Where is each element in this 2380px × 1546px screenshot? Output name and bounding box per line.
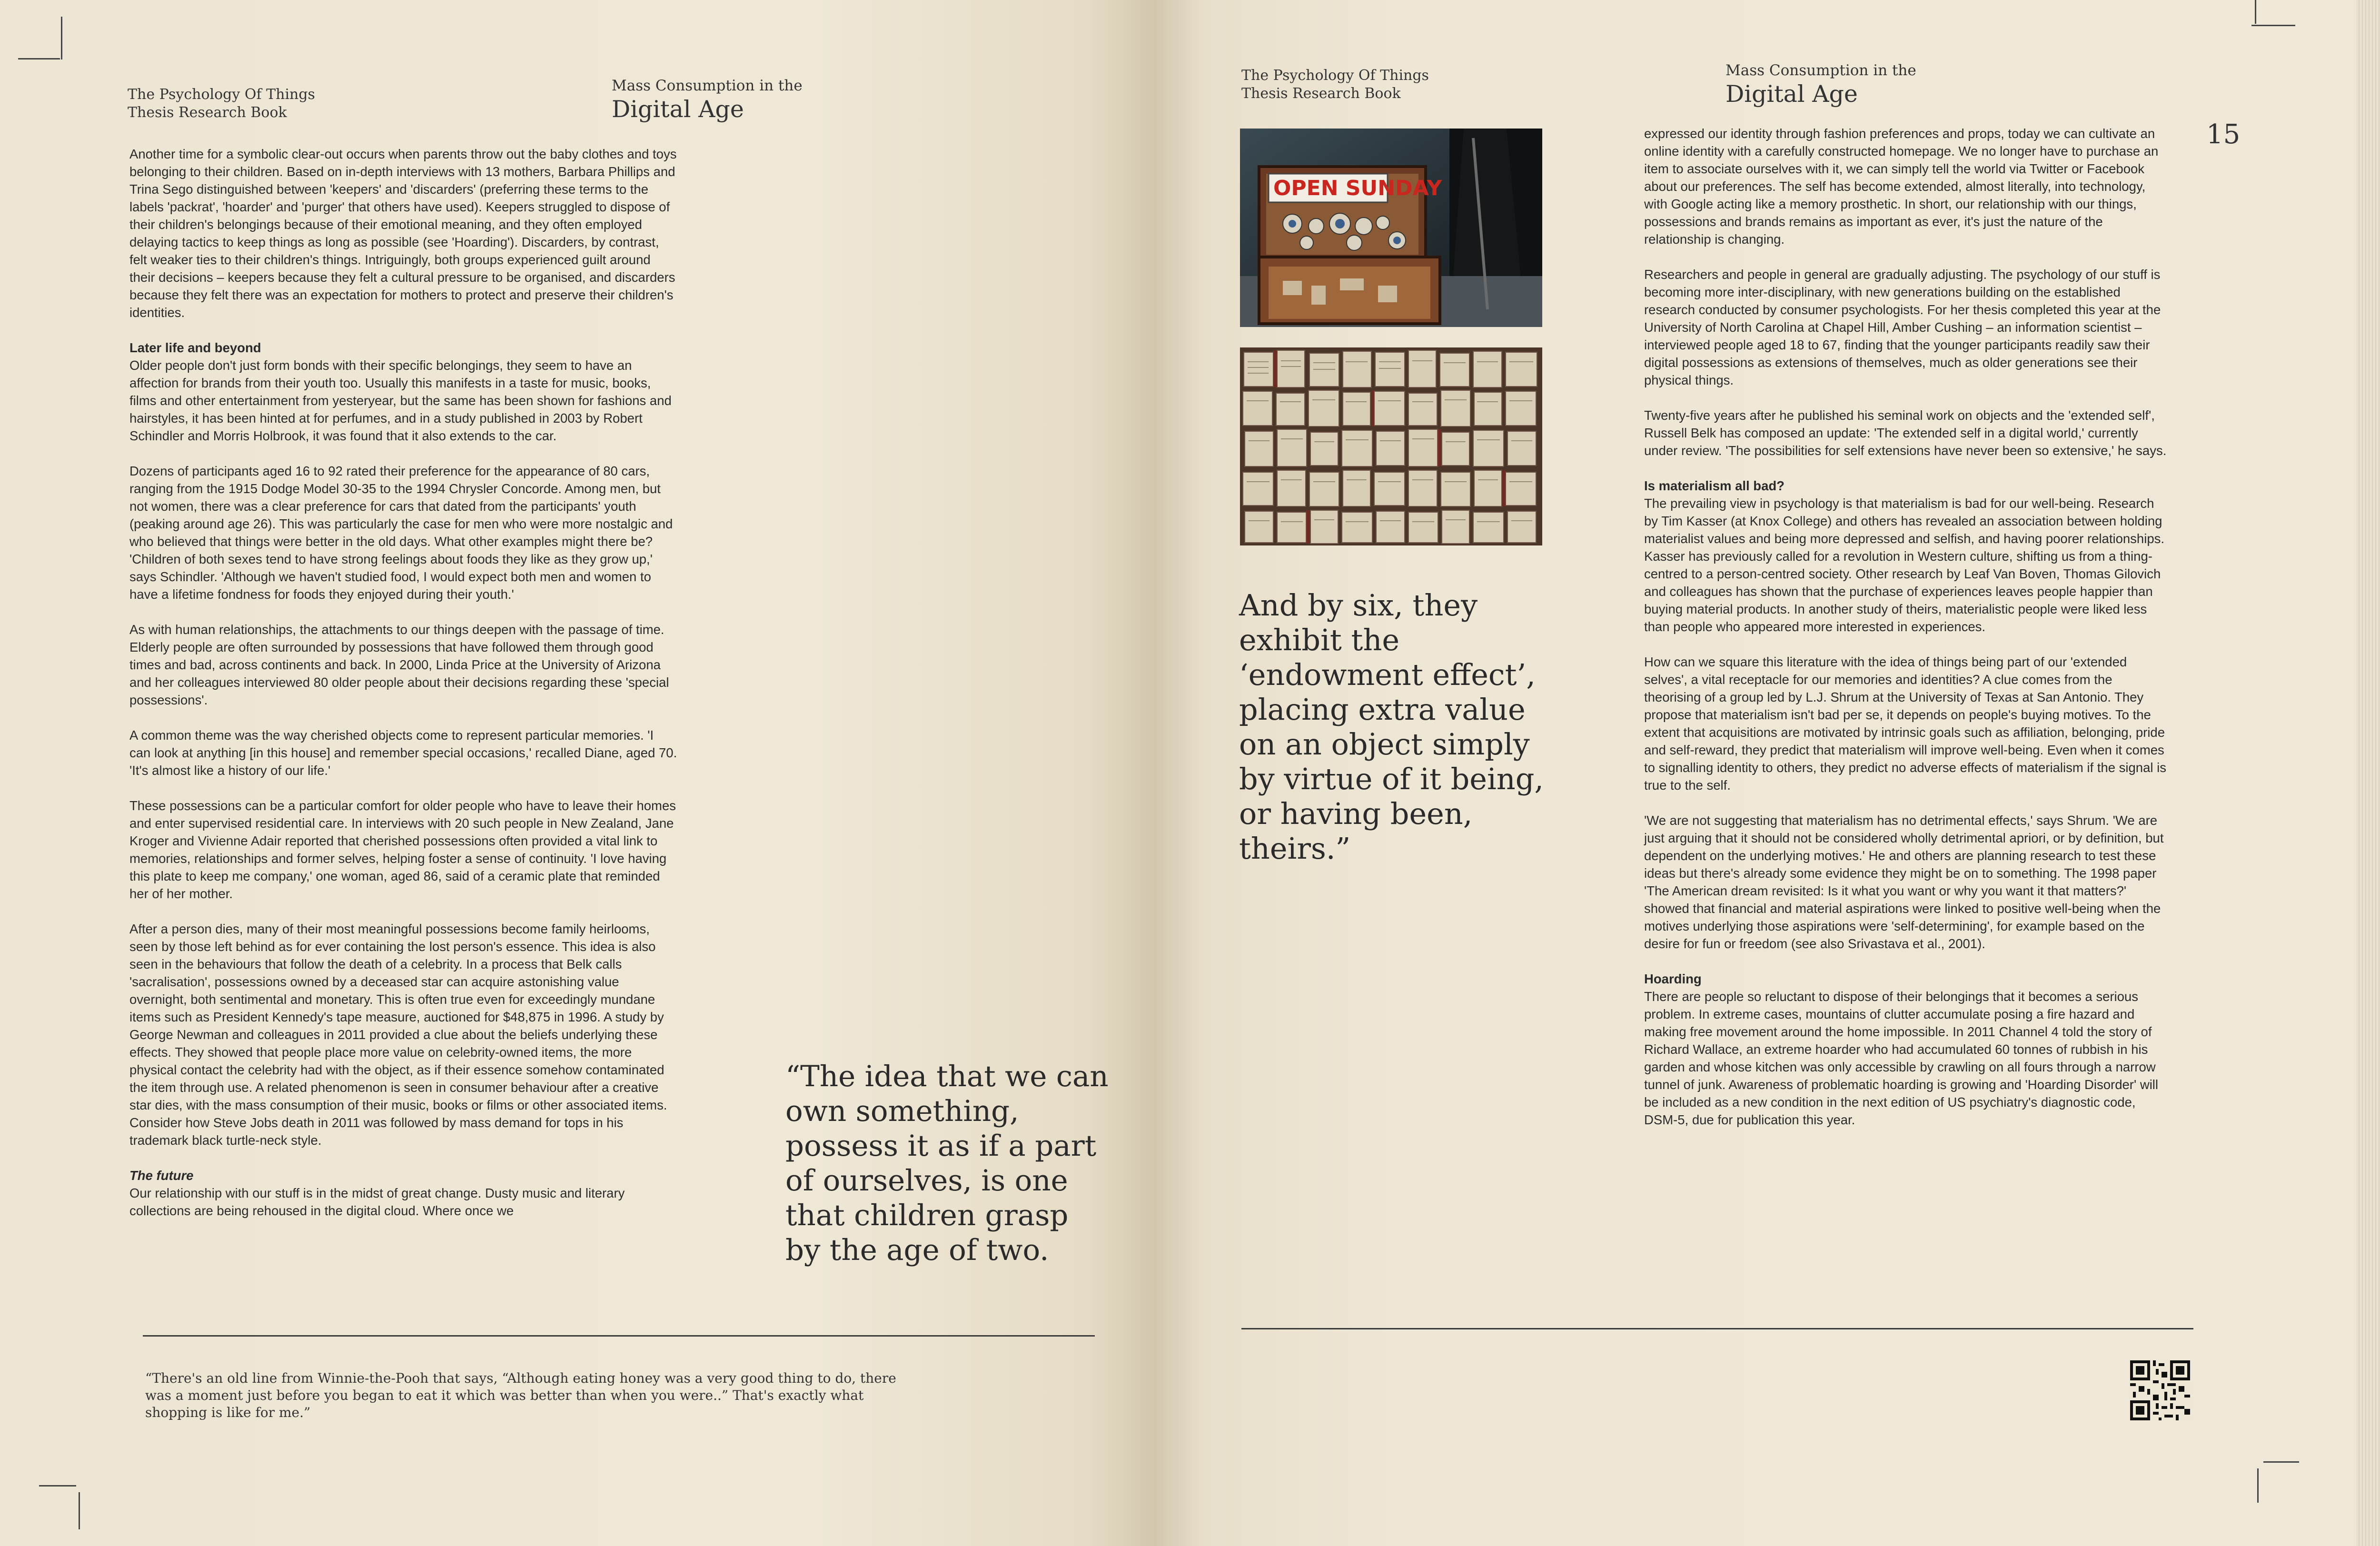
hoarding-paragraph: There are people so reluctant to dispose of their belongings that it becomes a serious problem. In extreme cases, mountains of clutter accumulate posing a fire hazard and making free movement around the home impossible. In 2011 Channel 4 told the story of Richard Wallace, an extreme hoarder who had accumulated 60 tonnes of rubbish in his garden and whose kitchen was only accessible by crawling on all fours through a narrow tunnel of junk. Awareness of problematic hoarding is growing and 'Hoarding Disorder' will be included as a new condition in the next edition of US psychiatry's diagnostic code, DSM-5, due for publication this year. <box>1644 989 2159 1127</box>
crop-mark <box>2257 1468 2259 1503</box>
crop-mark <box>2255 0 2256 24</box>
page-number: 15 <box>2206 119 2241 150</box>
right-body-column <box>1644 125 2168 1146</box>
section-title-line2: Digital Age <box>1726 80 1858 108</box>
crop-mark <box>61 17 62 59</box>
later-life-paragraph: As with human relationships, the attachments to our things deepen with the passage of time. Elderly people are often surrounded by possessions that have followed them through good times and bad, across continents and back. In 2000, Linda Price at the University of Arizona and her colleagues interviewed 80 older people about their decisions regarding these 'special possessions'. <box>129 622 669 707</box>
section-title-line1: Mass Consumption in the <box>612 77 803 94</box>
body-paragraph: expressed our identity through fashion preferences and props, today we can cultivate an online identity with a carefully constructed homepage. We no longer have to purchase an item to associate ourselves with it, we can simply tell the world via Twitter or Facebook about our preferences. The self has become extended, almost literally, into technology, with Google acting like a memory prosthetic. In short, our relationship with our things, possessions and brands remains as important as ever, it's just the nature of the relationship is changing. <box>1644 126 2159 247</box>
section-title-line2: Digital Age <box>612 96 744 123</box>
page-edges <box>2356 0 2380 1546</box>
later-life-paragraph: After a person dies, many of their most meaningful possessions become family heirlooms, seen by those left behind as for ever containing the lost person's essence. This idea is also seen in the behaviours that follow the death of a celebrity. In a process that Belk calls 'sacralisation', possessions owned by a deceased star can acquire astonishing value overnight, both sentimental and monetary. This is often true even for exceedingly mundane items such as President Kennedy's tape measure, auctioned for $48,875 in 1996. A study by George Newman and colleagues in 2011 provided a clue about the beliefs underlying these effects. They showed that people place more value on celebrity-owned items, the more physical contact the celebrity had with the object, as if their essence somehow contaminated the item through use. A related phenomenon is seen in consumer behaviour after a creative star dies, with the mass consumption of their music, books or films or other associated items. Consider how Steve Jobs death in 2011 was followed by mass demand for tops in his trademark black turtle-neck style. <box>129 922 667 1148</box>
materialism-paragraph: How can we square this literature with the idea of things being part of our 'extended selves', a vital receptacle for our memories and identities? A clue comes from the theorising of a group led by L.J. Shrum at the University of Texas at San Antonio. They propose that materialism isn't bad per se, it depends on people's buying motives. To the extent that acquisitions are motivated by intrinsic goals such as affiliation, belonging, pride and self-reward, they predict that materialism will improve well-being. Even when it comes to signalling identity to others, they predict no adverse effects of materialism if the signal is true to the self. <box>1644 654 2166 793</box>
photo-open-sunday-illustration <box>1240 129 1542 327</box>
left-body-column <box>129 145 678 1237</box>
pull-quote-right: And by six, they exhibit the ‘endowment effect’, placing extra value on an object simply by virtue of it being, or having been, theirs.” <box>1239 588 1544 866</box>
hoarding-heading: Hoarding <box>1644 971 1702 986</box>
book-title-line1: The Psychology Of Things <box>1241 67 1429 84</box>
section-title <box>612 76 803 124</box>
later-life-paragraph: These possessions can be a particular comfort for older people who have to leave their homes and enter supervised residential care. In interviews with 20 such people in New Zealand, Jane Kroger and Vivienne Adair reported that cherished possessions often provided a vital link to memories, relationships and former selves, helping foster a sense of continuity. 'I love having this plate to keep me company,' one woman, aged 86, said of a ceramic plate that reminded her of her mother. <box>129 798 676 901</box>
footer-quote: “There's an old line from Winnie-the-Pooh that says, “Although eating honey was a very good thing to do, there was a moment just before you began to eat it which was better than when you were..” That's exactly what shopping is like for me.” <box>145 1370 896 1420</box>
body-paragraph: Researchers and people in general are gradually adjusting. The psychology of our stuff is becoming more inter-disciplinary, with new generations building on the established research conducted by consumer psychologists. For her thesis completed this year at the University of North Carolina at Chapel Hill, Amber Cushing – an information scientist – interviewed people aged 18 to 67, finding that the younger participants readily saw their digital possessions as extensions of themselves, much as older generations see their physical things. <box>1644 267 2161 387</box>
crop-mark <box>39 1485 76 1487</box>
materialism-heading: Is materialism all bad? <box>1644 478 1785 493</box>
book-title <box>1241 67 1429 103</box>
crop-mark <box>18 58 60 59</box>
section-materialism <box>1644 477 2168 952</box>
photo-books-wall-illustration <box>1240 347 1542 545</box>
future-heading: The future <box>129 1168 194 1183</box>
photo-open-sunday <box>1240 129 1542 327</box>
section-later-life <box>129 339 678 1149</box>
book-title <box>128 86 315 122</box>
book-title-line1: The Psychology Of Things <box>128 86 315 103</box>
later-life-paragraph: Older people don't just form bonds with their specific belongings, they seem to have an affection for brands from their youth too. Usually this manifests in a taste for music, books, films and other entertainment from yesteryear, but the same has been shown for fashions and hairstyles, it has been hinted at for perfumes, and in a study published in 2003 by Robert Schindler and Morris Holbrook, it was found that it also extends to the car. <box>129 358 672 443</box>
later-life-paragraph: Dozens of participants aged 16 to 92 rated their preference for the appearance of 80 cars, ranging from the 1915 Dodge Model 30-35 to the 1994 Chrysler Concorde. Among men, but not women, there was a clear preference for cars that dated from the participants' youth (peaking around age 26). This was particularly the case for men who were more nostalgic and who believed that things were better in the old days. What other examples might there be? 'Children of both sexes tend to have strong feelings about foods they like as they grow up,' says Schindler. 'Although we haven't studied food, I would expect both men and women to have a lifetime fondness for foods they enjoyed during their youth.' <box>129 464 673 602</box>
materialism-paragraph: 'We are not suggesting that materialism has no detrimental effects,' says Shrum. 'We are just arguing that it should not be considered wholly detrimental apriori, or by definition, but dependent on the underlying motives.' He and others are planning research to test these ideas but there's already some evidence they might be on to something. The 1998 paper 'The American dream revisited: Is it what you want or why you want it that matters?' showed that financial and material aspirations were linked to positive well-being when the motives underlying those aspirations were 'self-determining', for example based on the desire for fun or freedom (see also Srivastava et al., 2001). <box>1644 813 2164 951</box>
later-life-paragraph: A common theme was the way cherished objects come to represent particular memories. 'I can look at anything [in this house] and remember special occasions,' recalled Diane, aged 70. 'It's almost like a history of our life.' <box>129 728 677 778</box>
photo-books-wall <box>1240 347 1542 545</box>
book-title-line2: Thesis Research Book <box>128 104 287 121</box>
section-title-line1: Mass Consumption in the <box>1726 62 1916 79</box>
right-page <box>1157 0 2356 1546</box>
later-life-heading: Later life and beyond <box>129 340 261 355</box>
sign-text: OPEN SUNDAY <box>1273 176 1442 200</box>
section-future <box>129 1167 678 1219</box>
left-page <box>0 0 1157 1546</box>
qr-code-graphic <box>2130 1360 2190 1420</box>
book-title-line2: Thesis Research Book <box>1241 85 1401 102</box>
crop-mark <box>79 1492 80 1529</box>
section-title <box>1726 61 1916 109</box>
crop-mark <box>2263 1461 2299 1463</box>
intro-paragraph: Another time for a symbolic clear-out occurs when parents throw out the baby clothes and toys belonging to their children. Based on in-depth interviews with 13 mothers, Barbara Phillips and Trina Sego distinguished between 'keepers' and 'discarders' (preferring these terms to the labels 'packrat', 'hoarder' and 'purger' that others have used). Keepers struggled to dispose of their children's belongings because of their emotional meaning, and they often employed delaying tactics to keep things as long as possible (see 'Hoarding'). Discarders, by contrast, felt weaker ties to their children's things. Intriguingly, both groups experienced guilt around their decisions – keepers because they felt a cultural pressure to be organised, and discarders because they felt there was an expectation for mothers to protect and preserve their children's identities. <box>129 147 677 320</box>
qr-code-icon[interactable] <box>2130 1360 2190 1420</box>
materialism-paragraph: The prevailing view in psychology is that materialism is bad for our well-being. Research by Tim Kasser (at Knox College) and others has revealed an association between holding materialist values and being more depressed and selfish, and having poorer relationships. Kasser has previously called for a revolution in Western culture, shifting us from a thing-centred to a person-centred society. Other research by Leaf Van Boven, Thomas Gilovich and colleagues has shown that the purchase of experiences leaves people happier than buying material products. In another study of theirs, materialistic people were liked less than people who appeared more interested in experiences. <box>1644 496 2165 634</box>
footer-rule <box>143 1335 1095 1337</box>
body-paragraph: Twenty-five years after he published his seminal work on objects and the 'extended self', Russell Belk has composed an update: 'The extended self in a digital world,' currently under review. 'The possibilities for self extensions have never been so extensive,' he says. <box>1644 408 2167 458</box>
future-paragraph: Our relationship with our stuff is in the midst of great change. Dusty music and literary collections are being rehoused in the digital cloud. Where once we <box>129 1186 625 1218</box>
footer-rule <box>1241 1328 2193 1329</box>
crop-mark <box>2251 25 2295 26</box>
section-hoarding <box>1644 970 2168 1129</box>
pull-quote-left: “The idea that we can own something, possess it as if a part of ourselves, is one that children grasp by the age of two. <box>785 1060 1109 1267</box>
